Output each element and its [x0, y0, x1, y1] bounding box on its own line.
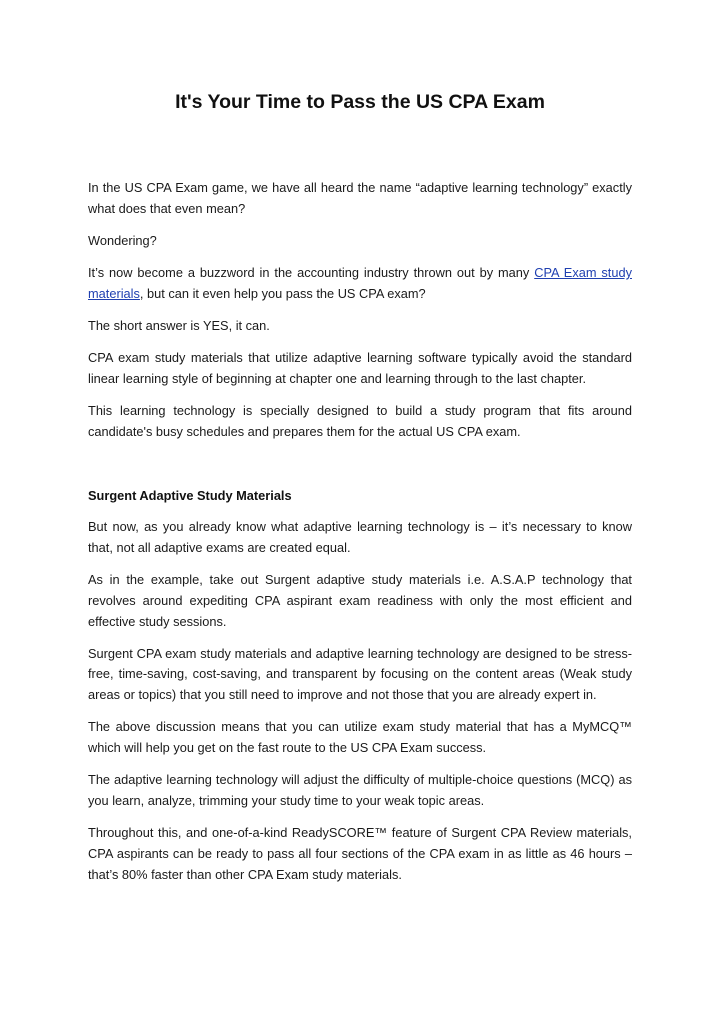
section-paragraph-6: Throughout this, and one-of-a-kind ReadySCORE™ feature of Surgent CPA Review materials, CPA aspirants can be ready to pass all four sections of the CPA exam in as little as 46 hours – that’s 80% faster than other CPA Exam study materials. [88, 825, 632, 882]
section-paragraph-1: But now, as you already know what adaptive learning technology is – it’s necessary to know that, not all adaptive exams are created equal. [88, 519, 632, 555]
section-heading: Surgent Adaptive Study Materials [88, 487, 292, 503]
section-paragraph-3: Surgent CPA exam study materials and adaptive learning technology are designed to be stress-free, time-saving, cost-saving, and transparent by focusing on the content areas (Weak study areas or topics) that you still need to improve and not those that you are already expert in. [88, 645, 632, 703]
intro-paragraph-4: The short answer is YES, it can. [88, 318, 270, 334]
section-paragraph-4: The above discussion means that you can utilize exam study material that has a MyMCQ™ which will help you get on the fast route to the US CPA Exam success. [88, 719, 632, 756]
section-paragraph-2: As in the example, take out Surgent adaptive study materials i.e. A.S.A.P technology that revolves around expediting CPA aspirant exam readiness with only the most efficient and effective study sessions. [88, 572, 632, 629]
intro-paragraph-6: This learning technology is specially designed to build a study program that fits around candidate's busy schedules and prepares them for the actual US CPA exam. [88, 403, 632, 439]
intro-paragraph-2: Wondering? [88, 232, 157, 248]
intro-paragraph-3 [88, 263, 632, 304]
section-paragraph-5: The adaptive learning technology will adjust the difficulty of multiple-choice questions (MCQ) as you learn, analyze, trimming your study time to your weak topic areas. [88, 772, 632, 808]
intro-paragraph-1: In the US CPA Exam game, we have all heard the name “adaptive learning technology” exactly what does that even mean? [88, 180, 632, 216]
intro-paragraph-3-text-after: , but can it even help you pass the US CPA exam? [139, 285, 426, 301]
page-title: It's Your Time to Pass the US CPA Exam [175, 91, 545, 113]
surgent-section [88, 517, 632, 885]
intro-paragraph-5: CPA exam study materials that utilize adaptive learning software typically avoid the standard linear learning style of beginning at chapter one and learning through to the last chapter. [88, 350, 632, 386]
intro-paragraph-3-text-before: It’s now become a buzzword in the accounting industry thrown out by many [88, 265, 535, 281]
cpa-exam-study-materials-link[interactable]: CPA Exam study materials [88, 265, 632, 301]
intro-section [88, 178, 632, 443]
